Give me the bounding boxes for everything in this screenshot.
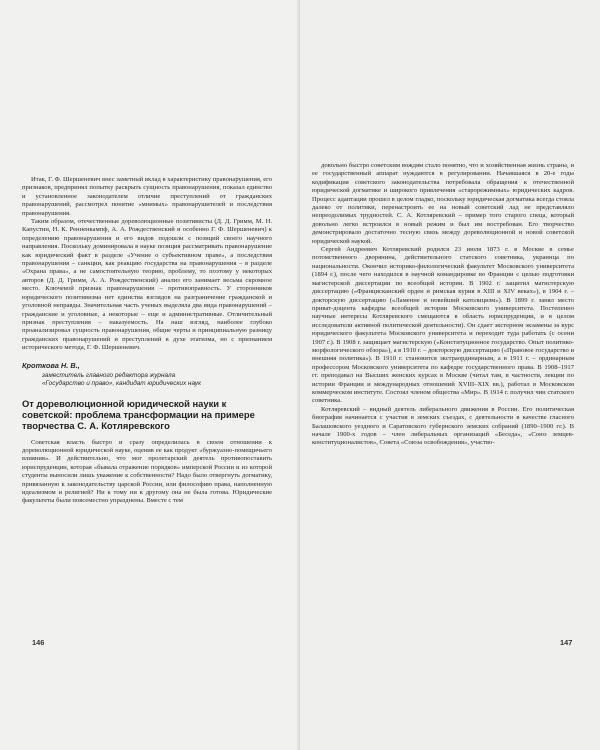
left-text-column <box>22 176 272 506</box>
author-title-line: «Государство и право», кандидат юридических наук <box>42 379 201 387</box>
paragraph: Таким образом, отечественные дореволюционные позитивисты (Д. Д. Гримм, М. Н. Капустин, Н. К. Ренненкампф, А. А. Рождественский и особенно Г. Ф. Шершеневич) к определению правонарушения и его видов подошли с позиций своего научного направления. Поскольку доминировала в науке позиция рассматривать правонарушение как юридический факт в разделе «Учение о субъективном праве», а последствия правонарушения – санкции, как реакцию государства на правонарушения – в разделе «Охрана права», а не самостоятельную теорию, проблему, то поэтому у некоторых авторов (Д. Д. Гримм, А. А. Рождественский) анализ его занимает весьма скромное место. Ключевой признак правонарушения – противоправность. У сторонников юридического позитивизма нет единства взглядов на разграничение гражданской и уголовной неправды. Значительная часть ученых выделяла два вида правонарушений – гражданские и уголовные, а некоторые – еще и административные. Отличительный признак преступления – наказуемость. На наш взгляд, наиболее глубоко проанализировал сущность правонарушения, общие черты и принципиальную разницу гражданских правонарушений и преступлений в духе этатизма, но с признанием исторического метода, Г. Ф. Шершеневич. <box>22 218 272 352</box>
article-title: От дореволюционной юридической науки к советской: проблема трансформации на примере творчества С. А. Котляревского <box>22 397 255 431</box>
paragraph: Советская власть быстро и сразу определилась в своем отношении к дореволюционной юридической науке, оценив ее как продукт «буржуазно-помещичьего влияния». И действительно, что мог пролетарский деятель противопоставить юриспруденции, которая «бывала отражение порядков» имперской России и из которой студенты выносили лишь уважение к собственности? Надо было отвергнуть догматику, привязанную к законодательству царской России, или философию права, наполненную идеализмом и религией? Ни к тому ни к другому она не была готова. Юридические факультеты были повсеместно упразднены. Вместе с тем <box>22 438 272 505</box>
paragraph: Итак, Г. Ф. Шершеневич внес заметный вклад в характеристику правонарушения, его признаков, предпринял попытку раскрыть сущность правонарушения, показал единство и установленное законодателем отличие преступлений от гражданских правонарушений, рассмотрел понятие «мнимых» правонарушителей и последствия правонарушения. <box>22 176 272 217</box>
paragraph: довольно быстро советским вождям стало понятно, что и хозяйственная жизнь страны, и ее государственный аппарат нуждаются в регулировании. Начавшаяся в 20-е годы кодификация советского законодательства потребовала обращения к отечественной юридической догматике и широкого привлечения «старорежимных» юридических кадров. Процесс адаптации прошел в целом гладко, поскольку юридическая догматика всегда стояла далеко от политики, перенастроить ее на новый советский лад не представляло непреодолимых трудностей. С. А. Котляревский – пример того старого спеца, который довольно легко встроился в новый режим и был им востребован. Его творчество демонстрировало достаточно тесную связь между дореволюционной и новой советской юридической наукой. <box>312 162 574 245</box>
page-number-right: 147 <box>560 638 573 647</box>
page-number-left: 146 <box>32 638 45 647</box>
author-title-line: заместитель главного редактора журнала <box>42 371 176 379</box>
author-name: Кроткова Н. В., <box>22 360 80 370</box>
paragraph: Котляревский – видный деятель либерального движения в России. Его политическая биография начинается с участия в земских съездах, с деятельности в качестве гласного Балашовского уездного и Саратовского губернского земских собраний (1890–1900 гг.). В начале 1900-х годов – член либеральных организаций «Беседа», «Союз земцев-конституционалистов», Совета «Союза освобождения», участво- <box>312 405 574 447</box>
paragraph: Сергей Андреевич Котляревский родился 23 июля 1873 г. в Москве в семье потомственного дворянина, действительного статского советника, украинца по национальности. Окончил историко-филологический факультет Московского университета (1894 г.), после чего находился в научной командировке во Франции с целью подготовки магистерской диссертации по всеобщей истории. В 1902 г. защитил магистерскую диссертацию («Францисканский орден и римская курия в XIII и XIV веках»), в 1904 г. – докторскую диссертацию («Ламенне и новейший католицизм»). В 1899 г. занял место приват-доцента кафедры всеобщей истории Московского университета. Постепенно научные интересы Котляревского смещаются в область юриспруденции, и в целом исследователи активной политической деятельности). Он сдает экстерном экзамены за курс юридического факультета Московского университета и переходит туда работать (с осени 1907 г.). В 1908 г. защищает магистерскую («Конституционное государство. Опыт политико-морфологического обзора»), а в 1910 г. – докторскую диссертацию («Правовое государство и внешняя политика»). В 1910 г. становится экстраординарным, а в 1911 г. – ординарным профессором Московского университета по кафедре государственного права. В 1908–1917 гг. преподавал на Высших женских курсах в Москве (читал там, в частности, лекции по истории Франции и международных отношений XVIII–XIX вв.), работал в Московском коммерческом институте. Состоял членом общества «Мир». В 1914 г. получил чин статского советника. <box>312 246 574 405</box>
right-text-column <box>312 162 574 448</box>
